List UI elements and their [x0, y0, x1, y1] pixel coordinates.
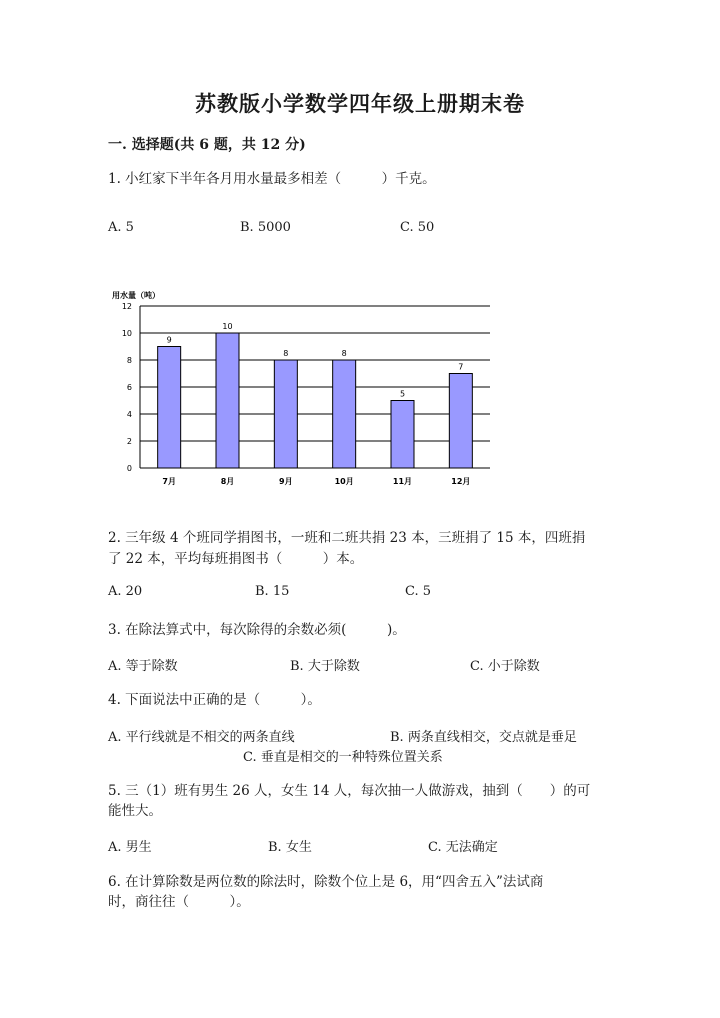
y-tick-label: 4: [126, 410, 132, 419]
bar: [333, 360, 356, 468]
x-tick-label: 7月: [162, 477, 176, 486]
q4-option-c: C. 垂直是相交的一种特殊位置关系: [243, 750, 443, 765]
q3-option-c: C. 小于除数: [470, 659, 540, 674]
y-tick-label: 0: [126, 464, 132, 473]
q4-option-b: B. 两条直线相交，交点就是垂足: [390, 730, 577, 745]
q3-option-a: A. 等于除数: [108, 659, 178, 674]
q5-option-a: A. 男生: [108, 840, 152, 855]
question-6-line-1: 6. 在计算除数是两位数的除法时，除数个位上是 6，用“四舍五入”法试商: [108, 874, 544, 890]
y-tick-label: 8: [126, 356, 132, 365]
page-title: 苏教版小学数学四年级上册期末卷: [195, 91, 525, 116]
q2-option-b: B. 15: [255, 584, 290, 599]
y-tick-label: 2: [126, 437, 132, 446]
bar: [449, 374, 472, 469]
bar-value-label: 8: [341, 349, 347, 358]
bar-value-label: 9: [166, 335, 172, 345]
question-2-line-2: 了 22 本，平均每班捐图书（ ）本。: [108, 551, 364, 567]
q3-option-b: B. 大于除数: [290, 659, 360, 674]
bar: [158, 347, 181, 469]
section-heading: 一. 选择题(共 6 题，共 12 分): [108, 137, 306, 153]
bar-value-label: 7: [458, 362, 464, 372]
y-axis-label: 用水量（吨）: [112, 291, 160, 300]
water-usage-chart: [100, 286, 510, 492]
x-tick-label: 12月: [451, 477, 471, 486]
y-tick-label: 6: [126, 383, 132, 392]
y-tick-label: 12: [121, 302, 132, 311]
bar: [391, 401, 414, 469]
q1-option-a: A. 5: [108, 220, 134, 235]
y-tick-label: 10: [121, 329, 132, 338]
question-5-line-1: 5. 三（1）班有男生 26 人，女生 14 人，每次抽一人做游戏，抽到（ ）的可: [108, 783, 591, 799]
question-4: 4. 下面说法中正确的是（ ）。: [108, 692, 321, 708]
q2-option-c: C. 5: [405, 584, 432, 599]
bar: [216, 333, 239, 468]
q1-option-c: C. 50: [400, 220, 435, 235]
bar-value-label: 5: [399, 389, 406, 399]
x-tick-label: 9月: [279, 477, 293, 486]
q1-option-b: B. 5000: [240, 220, 291, 235]
question-1: 1. 小红家下半年各月用水量最多相差（ ）千克。: [108, 171, 436, 187]
question-6-line-2: 时，商往往（ ）。: [108, 894, 250, 910]
bar: [274, 360, 297, 468]
x-tick-label: 8月: [220, 477, 235, 486]
q5-option-c: C. 无法确定: [428, 840, 498, 855]
q2-option-a: A. 20: [108, 584, 143, 599]
question-2-line-1: 2. 三年级 4 个班同学捐图书，一班和二班共捐 23 本，三班捐了 15 本，四班捐: [108, 530, 586, 546]
question-3: 3. 在除法算式中，每次除得的余数必须( )。: [108, 622, 406, 638]
q5-option-b: B. 女生: [268, 840, 312, 855]
x-tick-label: 10月: [334, 477, 354, 486]
bar-value-label: 10: [222, 322, 233, 331]
q4-option-a: A. 平行线就是不相交的两条直线: [108, 730, 295, 745]
x-tick-label: 11月: [392, 477, 413, 486]
question-5-line-2: 能性大。: [108, 803, 162, 819]
bar-value-label: 8: [283, 349, 289, 358]
